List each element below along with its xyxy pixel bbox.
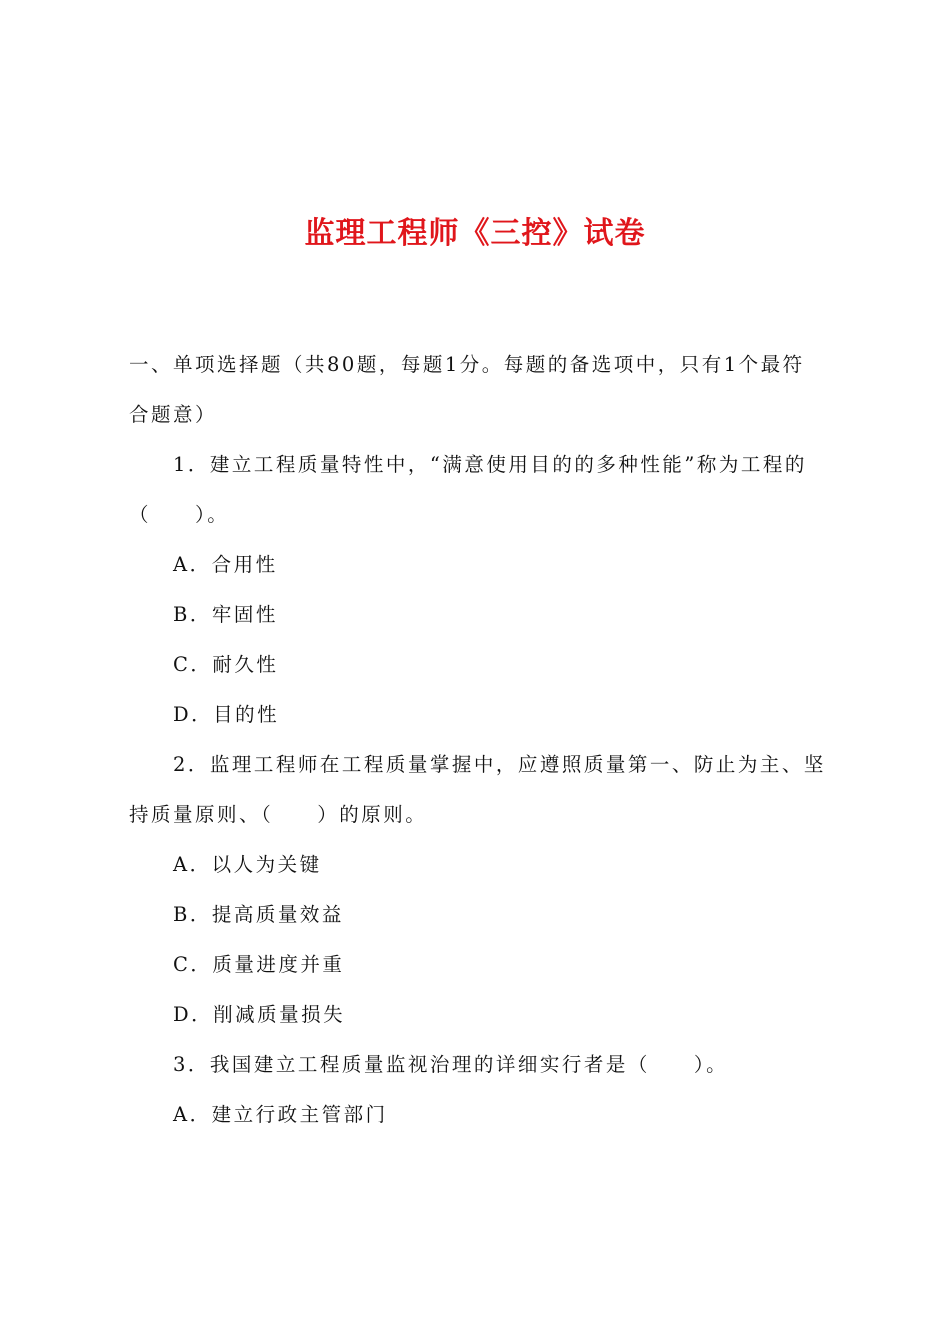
question-2-option-b: B．提高质量效益	[173, 903, 344, 926]
question-2-option-a: A．以人为关键	[173, 853, 322, 876]
section-header-line: 合题意）	[129, 403, 218, 426]
question-2-stem: 2．监理工程师在工程质量掌握中，应遵照质量第一、防止为主、坚	[173, 753, 826, 776]
question-1-option-b: B．牢固性	[173, 603, 278, 626]
question-1-stem-cont: （ ）。	[129, 503, 230, 526]
section-header-line: 一、单项选择题（共80题，每题1分。每题的备选项中，只有1个最符	[129, 353, 805, 376]
question-3-option-a: A．建立行政主管部门	[173, 1103, 388, 1126]
question-2-stem-cont: 持质量原则、（ ）的原则。	[129, 803, 428, 826]
question-1-option-a: A．合用性	[173, 553, 278, 576]
document-title: 监理工程师《三控》试卷	[304, 216, 646, 251]
question-1-option-d: D．目的性	[173, 703, 280, 726]
question-1-option-c: C．耐久性	[173, 653, 279, 676]
question-1-stem: 1．建立工程质量特性中，“满意使用目的的多种性能”称为工程的	[173, 453, 807, 476]
question-2-option-d: D．削减质量损失	[173, 1003, 346, 1026]
question-3-stem: 3．我国建立工程质量监视治理的详细实行者是（ ）。	[173, 1053, 729, 1076]
document-body	[129, 340, 834, 1140]
question-2-option-c: C．质量进度并重	[173, 953, 345, 976]
